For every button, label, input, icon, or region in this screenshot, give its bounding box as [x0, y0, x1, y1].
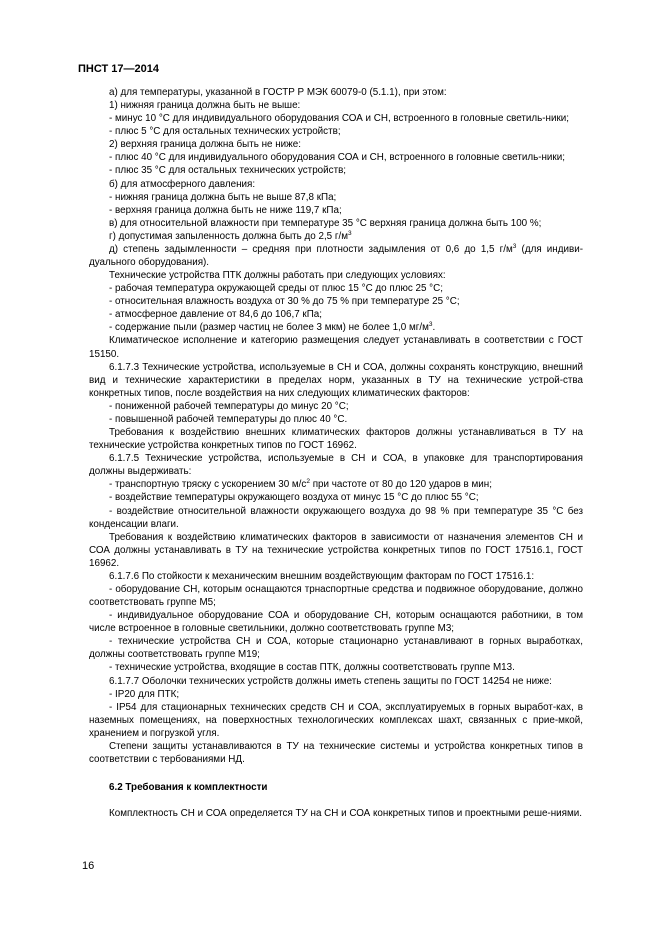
paragraph: Технические устройства ПТК должны работать при следующих условиях: — [109, 270, 446, 282]
superscript: 2 — [306, 478, 310, 486]
paragraph: 6.1.7.7 Оболочки технических устройств должны иметь степень защиты по ГОСТ 14254 не ниже: — [109, 675, 552, 687]
paragraph: - плюс 40 °С для индивидуального оборудования СОА и СН, встроенного в головные светиль-ники; — [109, 152, 565, 164]
paragraph: - атмосферное давление от 84,6 до 106,7 кПа; — [109, 309, 323, 321]
paragraph: - воздействие температуры окружающего воздуха от минус 15 °С до плюс 55 °С; — [109, 492, 479, 504]
document-body — [89, 86, 583, 820]
paragraph: - плюс 5 °С для остальных технических устройств; — [109, 126, 341, 138]
paragraph — [89, 243, 583, 269]
paragraph: 6.1.7.3 Технические устройства, используемые в СН и СОА, должны сохранять конструкцию, внешний вид и технические характеристики в пределах норм, указанных в ТУ на технические устрой-ства конкретных типов, после воздействия на них следующих климатических факторов: — [89, 361, 583, 399]
paragraph: в) для относительной влажности при температуре 35 °С верхняя граница должна быть 100 %; — [109, 217, 542, 229]
paragraph: - относительная влажность воздуха от 30 % до 75 % при температуре 25 °С; — [109, 296, 460, 308]
paragraph: - технические устройства СН и СОА, которые стационарно устанавливают в горных выработках, должны соответствовать группе М19; — [89, 636, 583, 661]
document-code: ПНСТ 17—2014 — [78, 63, 160, 75]
paragraph-text: при частоте от 80 до 120 ударов в мин; — [309, 479, 492, 491]
paragraph — [89, 230, 583, 243]
paragraph: Требования к воздействию климатических факторов в зависимости от назначения элементов СН и СОА должны устанавливать в ТУ на технические устройства конкретных типов по ГОСТ 17516.1, ГОСТ 16962. — [89, 531, 583, 569]
paragraph: - пониженной рабочей температуры до минус 20 °С; — [109, 400, 349, 412]
paragraph-text: (для индиви-дуального оборудования). — [89, 243, 583, 269]
paragraph: Степени защиты устанавливаются в ТУ на технические системы и устройства конкретных типов в соответствии с тербованиями НД. — [89, 740, 583, 765]
paragraph-text: д) степень задымленности – средняя при плотности задымления от 0,6 до 1,5 г/м — [109, 243, 513, 255]
superscript: 3 — [347, 229, 352, 237]
paragraph: - рабочая температура окружающей среды от плюс 15 °С до плюс 25 °С; — [109, 283, 443, 295]
paragraph-text: г) допустимая запыленность должна быть до 2,5 г/м — [109, 230, 348, 242]
paragraph: а) для температуры, указанной в ГОСТР Р МЭК 60079-0 (5.1.1), при этом: — [109, 87, 447, 98]
paragraph: - плюс 35 °С для остальных технических устройств; — [109, 165, 347, 177]
paragraph: - минус 10 °С для индивидуального оборудования СОА и СН, встроенного в головные светиль-ники; — [109, 113, 570, 125]
paragraph: 2) верхняя граница должна быть не ниже: — [109, 139, 301, 151]
paragraph: - технические устройства, входящие в состав ПТК, должны соответствовать группе М13. — [109, 662, 515, 674]
section-heading: 6.2 Требования к комплектности — [109, 782, 268, 794]
paragraph: 6.1.7.5 Технические устройства, используемые в СН и СОА, в упаковке для транспортирования должны выдерживать: — [89, 453, 583, 478]
paragraph: 6.1.7.6 По стойкости к механическим внешним воздействующим факторам по ГОСТ 17516.1: — [109, 570, 535, 582]
paragraph: Климатическое исполнение и категорию размещения следует устанавливать в соответствии с ГОСТ 15150. — [89, 335, 583, 360]
paragraph: - индивидуальное оборудование СОА и оборудование СН, которым оснащаются работники, в том числе встроенное в головные светильники, должно соответствовать группе М3; — [89, 610, 583, 635]
paragraph: - повышенной рабочей температуры до плюс 40 °С. — [109, 413, 348, 425]
paragraph-text: - транспортную тряску с ускорением 30 м/с — [109, 479, 307, 491]
paragraph: - воздействие относительной влажности окружающего воздуха до 98 % при температуре 35 °С без конденсации влаги. — [89, 505, 583, 530]
page-number: 16 — [82, 860, 95, 872]
superscript: 3 — [512, 242, 517, 250]
paragraph: 1) нижняя граница должна быть не выше: — [109, 100, 301, 112]
paragraph: - верхняя граница должна быть не ниже 119,7 кПа; — [109, 204, 342, 216]
paragraph: Требования к воздействию внешних климатических факторов должны устанавливаться в ТУ на технические устройства конкретных типов по ГОСТ 16962. — [89, 427, 583, 452]
paragraph: - нижняя граница должна быть не выше 87,8 кПа; — [109, 191, 337, 203]
paragraph: - содержание пыли (размер частиц не более 3 мкм) не более 1,0 $мг/м^3$. — [109, 321, 436, 334]
paragraph: б) для атмосферного давления: — [109, 178, 256, 190]
paragraph: - оборудование СН, которым оснащаются трнаспортные средства и подвижное оборудование, должно соответствовать группе М5; — [89, 583, 583, 609]
paragraph — [89, 478, 583, 491]
paragraph: - IP20 для ПТК; — [109, 688, 180, 700]
paragraph: - IP54 для стационарных технических средств СН и СОА, эксплуатируемых в горных выработ-ках, в наземных помещениях, на поверхностных технологических комплексах шахт, связанных с прие-мкой, хранением и погрузкой угля. — [89, 701, 583, 739]
paragraph-text: - содержание пыли (размер частиц не более 3 мкм) не более 1,0 мг/м — [109, 322, 429, 334]
paragraph: Комплектность СН и СОА определяется ТУ на СН и СОА конкретных типов и проектными реше-ниями. — [109, 808, 582, 820]
superscript: 3 — [428, 321, 433, 329]
